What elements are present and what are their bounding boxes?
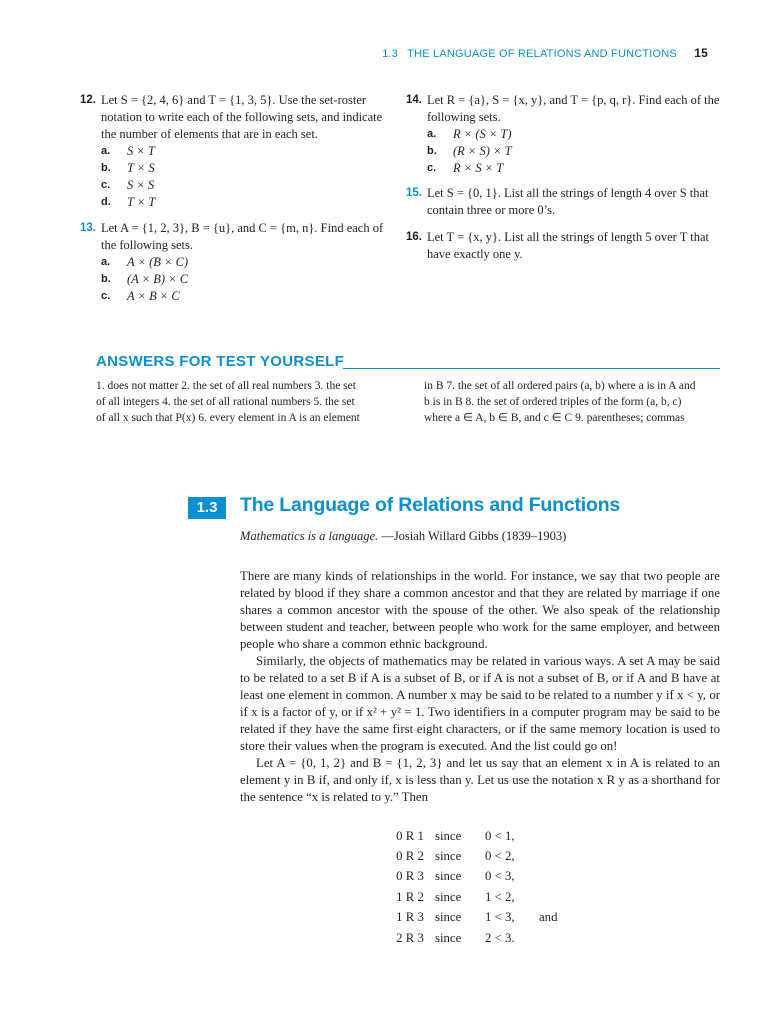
header-section-number: 1.3 xyxy=(382,48,399,60)
item-label: b. xyxy=(427,145,437,157)
relation-row xyxy=(385,928,557,948)
answer-line: of all x such that P(x) 6. every element in A is an element xyxy=(96,412,360,424)
exercise-text: Let S = {0, 1}. List all the strings of length 4 over S that contain three or more 0’s. xyxy=(427,186,709,217)
item-text: R × (S × T) xyxy=(453,127,512,141)
item-label: a. xyxy=(427,128,437,140)
since-word: since xyxy=(435,910,462,925)
exercise-item xyxy=(101,143,394,160)
connector xyxy=(539,867,557,887)
epigraph-author: —Josiah Willard Gibbs (1839–1903) xyxy=(381,529,567,543)
exercise-item xyxy=(101,288,394,305)
paragraph: Similarly, the objects of mathematics may be related in various ways. A set A may be said to be related to a set B if A is a subset of B, or if A is not a subset of B, or if A and B have at least one element in common. A number x may be said to be related to a number y if x < y, or if x is a factor of y, or if x² + y² = 1. Two identifiers in a computer program may be said to be related if they have the same first eight characters, or if the same memory location is used to store their values when the program is executed. And the list could go on! xyxy=(240,654,720,753)
exercise-item xyxy=(427,126,725,143)
item-label: a. xyxy=(101,145,111,157)
relation: 0 R 2 xyxy=(396,849,424,864)
exercise-text: Let S = {2, 4, 6} and T = {1, 3, 5}. Use the set-roster notation to write each of the following sets, and indicate the number of elements that are in each set. xyxy=(101,93,383,141)
answer-line: where a ∈ A, b ∈ B, and c ∈ C 9. parentheses; commas xyxy=(424,412,685,424)
answer-line: b is in B 8. the set of ordered triples of the form (a, b, c) xyxy=(424,396,682,408)
answers-heading: ANSWERS FOR TEST YOURSELF xyxy=(96,353,345,370)
paragraph: There are many kinds of relationships in the world. For instance, we say that two people are related by blood if they share a common ancestor and that they are related by marriage if one shares a common ancestor with the spouse of the other. We also speak of the relationship between student and teacher, between people who work for the same employer, and between people who share a common ethnic background. xyxy=(240,569,720,651)
relation: 0 R 1 xyxy=(396,828,424,843)
running-header xyxy=(382,46,708,60)
exercise-item xyxy=(101,160,394,177)
connector xyxy=(539,887,557,907)
relation-row xyxy=(385,867,557,887)
exercise-13 xyxy=(74,220,394,305)
relation-row xyxy=(385,908,557,928)
item-text: A × (B × C) xyxy=(127,255,189,269)
exercise-item xyxy=(101,254,394,271)
exercise-number: 13. xyxy=(80,222,96,234)
item-label: a. xyxy=(101,256,111,268)
section-number-badge: 1.3 xyxy=(188,497,226,519)
exercise-15 xyxy=(400,185,725,219)
relation-row xyxy=(385,826,557,846)
exercise-12 xyxy=(74,92,394,211)
item-text: S × T xyxy=(127,144,155,158)
since-word: since xyxy=(435,930,462,945)
exercise-number: 15. xyxy=(406,187,422,199)
exercise-number: 16. xyxy=(406,231,422,243)
epigraph xyxy=(240,529,566,544)
relation: 1 R 2 xyxy=(396,889,424,904)
answer-line: in B 7. the set of all ordered pairs (a, b) where a is in A and xyxy=(424,380,696,392)
exercise-text: Let T = {x, y}. List all the strings of length 5 over T that have exactly one y. xyxy=(427,230,709,261)
item-label: b. xyxy=(101,162,111,174)
since-word: since xyxy=(435,889,462,904)
inequality: 0 < 3, xyxy=(485,869,515,884)
exercise-item xyxy=(427,143,725,160)
inequality: 0 < 2, xyxy=(485,849,515,864)
exercise-text: Let A = {1, 2, 3}, B = {u}, and C = {m, n}. Find each of the following sets. xyxy=(101,221,384,252)
paragraph: Let A = {0, 1, 2} and B = {1, 2, 3} and let us say that an element x in A is related to an element y in B if, and only if, x is less than y. Let us use the notation x R y as a shorthand for the sentence “x is related to y.” Then xyxy=(240,756,720,804)
inequality: 0 < 1, xyxy=(485,828,515,843)
relation: 1 R 3 xyxy=(396,910,424,925)
exercise-14 xyxy=(400,92,725,177)
item-text: A × B × C xyxy=(127,289,180,303)
page-number: 15 xyxy=(694,46,708,60)
answers-heading-rule xyxy=(343,368,720,369)
since-word: since xyxy=(435,869,462,884)
item-label: d. xyxy=(101,196,111,208)
exercise-item xyxy=(101,194,394,211)
body-text xyxy=(240,568,720,806)
connector xyxy=(539,928,557,948)
answer-line: of all integers 4. the set of all rational numbers 5. the set xyxy=(96,396,355,408)
connector: and xyxy=(539,910,558,925)
inequality: 1 < 3, xyxy=(485,910,515,925)
item-text: T × S xyxy=(127,161,155,175)
inequality: 1 < 2, xyxy=(485,889,515,904)
relation: 2 R 3 xyxy=(396,930,424,945)
exercise-number: 14. xyxy=(406,94,422,106)
exercise-text: Let R = {a}, S = {x, y}, and T = {p, q, r}. Find each of the following sets. xyxy=(427,93,720,124)
relation-row xyxy=(385,846,557,866)
epigraph-quote: Mathematics is a language. xyxy=(240,529,379,543)
relation-row xyxy=(385,887,557,907)
inequality: 2 < 3. xyxy=(485,930,515,945)
exercise-number: 12. xyxy=(80,94,96,106)
item-text: R × S × T xyxy=(453,161,504,175)
item-label: c. xyxy=(101,290,111,302)
item-text: (R × S) × T xyxy=(453,144,512,158)
connector xyxy=(539,826,557,846)
connector xyxy=(539,846,557,866)
section-title: The Language of Relations and Functions xyxy=(240,494,621,516)
exercise-16 xyxy=(400,229,725,263)
item-label: c. xyxy=(101,179,111,191)
since-word: since xyxy=(435,849,462,864)
exercise-item xyxy=(427,160,725,177)
relations-list xyxy=(385,826,557,948)
relation: 0 R 3 xyxy=(396,869,424,884)
item-text: (A × B) × C xyxy=(127,272,189,286)
exercise-item xyxy=(101,271,394,288)
item-text: S × S xyxy=(127,178,155,192)
exercise-item xyxy=(101,177,394,194)
answer-line: 1. does not matter 2. the set of all real numbers 3. the set xyxy=(96,380,356,392)
item-label: b. xyxy=(101,273,111,285)
answers-right-column xyxy=(424,378,724,426)
answers-left-column xyxy=(96,378,406,426)
item-text: T × T xyxy=(127,195,156,209)
since-word: since xyxy=(435,828,462,843)
item-label: c. xyxy=(427,162,437,174)
header-title: THE LANGUAGE OF RELATIONS AND FUNCTIONS xyxy=(407,48,677,60)
